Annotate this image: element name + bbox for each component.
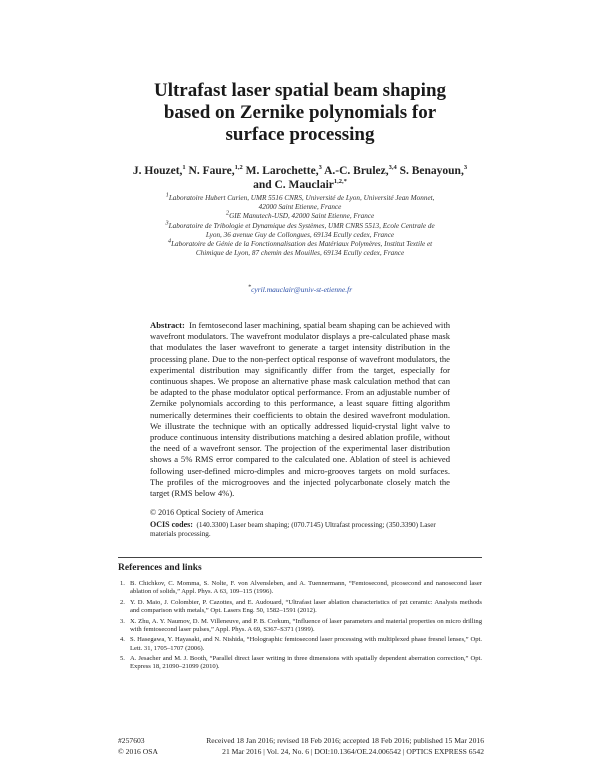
section-divider bbox=[118, 557, 482, 558]
affiliation: $^3$Laboratoire de Tribologie et Dynamique des Systèmes, UMR CNRS 5513, Ecole Centrale de bbox=[165, 219, 435, 230]
author-line-2 bbox=[100, 178, 500, 192]
author-name: J. Houzet, bbox=[132, 165, 183, 177]
references-heading: References and links bbox=[118, 563, 202, 573]
reference-item: 2. Y. D. Maio, J. Colombier, P. Cazottes, and E. Audouard, “Ultrafast laser ablation characteristics of pzt ceramic: Analysis methods and comparison with metals,” Opt. Lasers Eng. 50, 1582–1591 (2012). bbox=[120, 598, 482, 615]
author-affil-sup: 3 bbox=[318, 164, 322, 172]
author-affil-sup: 1 bbox=[182, 164, 186, 172]
affiliation-cont: Lyon, 36 avenue Guy de Collongues, 69134 Ecully cedex, France bbox=[205, 230, 395, 239]
author-list bbox=[100, 164, 500, 192]
reference-item: 3. X. Zhu, A. Y. Naumov, D. M. Villeneuve, and P. B. Corkum, “Influence of laser parameters and material properties on micro drilling with femtosecond laser pulses,” Appl. Phys. A 69, S367–S371 (1999). bbox=[120, 617, 482, 633]
author-name: and C. Mauclair bbox=[253, 179, 334, 191]
ocis-text: (140.3300) Laser beam shaping; (070.7145) Ultrafast processing; (350.3390) Laser materials processing. bbox=[150, 521, 436, 538]
author-name: A.-C. Brulez, bbox=[324, 165, 389, 177]
email-sup: * bbox=[247, 283, 252, 291]
author-affil-sup: 1,2 bbox=[234, 164, 243, 172]
abstract-text: In femtosecond laser machining, spatial beam shaping can be achieved with wavefront modulators. The wavefront modulator displays a pre-calculated phase mask that modulates the laser wavefront to generate a target intensity distribution in the processing plane. Due to the non-perfect optical response of wavefront modulators, the experimental distribution may significantly differ from the target, especially for continuous shapes. We propose an alternative phase mask calculation method that can be adapted to the phase modulator optical performance. From an adjustable number of Zernike polynomials according to this performance, a least square fitting algorithm numerically determines their coefficients to obtain the desired wavefront modulation. We illustrate the technique with an optically addressed liquid-crystal light valve to produce continuous intensity distributions matching a desired ablation profile, without the need of a wavefront sensor. The projection of the experimental laser distribution shows a 5% RMS error compared to the calculated one. Ablation of steel is achieved following user-defined micro-dimples and micro-grooves targets on mold surfaces. The profiles of the microgrooves and the injected polycarbonate closely match the target (RMS below 4%). bbox=[150, 320, 451, 499]
journal-citation: 21 Mar 2016 | Vol. 24, No. 6 | DOI:10.1364/OE.24.006542 | OPTICS EXPRESS 6542 bbox=[222, 747, 484, 756]
affiliation: $^4$Laboratoire de Génie de la Fonctionnalisation des Matériaux Polymères, Institut Textile et bbox=[167, 237, 433, 249]
author-name: M. Larochette, bbox=[245, 165, 319, 177]
copyright-line: © 2016 Optical Society of America bbox=[150, 508, 264, 517]
reference-item: 4. S. Hasegawa, Y. Hayasaki, and N. Nishida, “Holographic femtosecond laser processing with multiplexed phase fresnel lenses,” Opt. Lett. 31, 1705–1707 (2006). bbox=[120, 636, 482, 652]
paper-title bbox=[100, 80, 500, 146]
reference-item: 5. A. Jesacher and M. J. Booth, “Parallel direct laser writing in three dimensions with spatially dependent aberration correction,” Opt. Express 18, 21090–21099 (2010). bbox=[120, 655, 482, 671]
author-affil-sup: 3 bbox=[463, 164, 468, 172]
corresponding-email bbox=[100, 285, 500, 294]
ocis-label: OCIS codes: bbox=[150, 520, 193, 529]
manuscript-id: #257603 bbox=[118, 736, 145, 745]
affiliation: $^1$Laboratoire Hubert Curien, UMR 5516 CNRS, Université de Lyon, Université Jean Monnet, bbox=[165, 191, 435, 202]
affiliation-cont: Chimique de Lyon, 87 chemin des Mouilles, 69134 Ecully cedex, France bbox=[195, 249, 405, 258]
author-line-1 bbox=[100, 164, 500, 178]
reference-item: 1. B. Chichkov, C. Momma, S. Nolte, F. von Alvensleben, and A. Tuennermann, “Femtosecond, picosecond and nanosecond laser ablation of solids,” Appl. Phys. A 63, 109–115 (1996). bbox=[120, 580, 482, 596]
received-dates: Received 18 Jan 2016; revised 18 Feb 2016; accepted 18 Feb 2016; published 15 Mar 2016 bbox=[206, 736, 484, 745]
ocis-codes bbox=[150, 520, 450, 539]
title-line: Ultrafast laser spatial beam shaping bbox=[153, 80, 447, 101]
title-line: based on Zernike polynomials for bbox=[163, 102, 437, 123]
author-affil-sup: 1,2,* bbox=[333, 178, 347, 186]
author-name: S. Benayoun, bbox=[399, 165, 464, 177]
osa-copyright: © 2016 OSA bbox=[118, 747, 158, 756]
affiliations bbox=[140, 191, 460, 258]
title-line: surface processing bbox=[225, 124, 375, 145]
author-affil-sup: 3,4 bbox=[388, 164, 397, 172]
reference-list bbox=[118, 580, 482, 674]
author-name: N. Faure, bbox=[188, 165, 235, 177]
email-link[interactable]: cyril.mauclair@univ-st-etienne.fr bbox=[251, 285, 353, 294]
affiliation-cont: 42000 Saint Etienne, France bbox=[258, 203, 342, 212]
affiliation: $^2$GIE Manutech-USD, 42000 Saint Etienne, France bbox=[225, 210, 375, 221]
abstract-label: Abstract: bbox=[150, 320, 185, 330]
abstract bbox=[150, 320, 450, 499]
